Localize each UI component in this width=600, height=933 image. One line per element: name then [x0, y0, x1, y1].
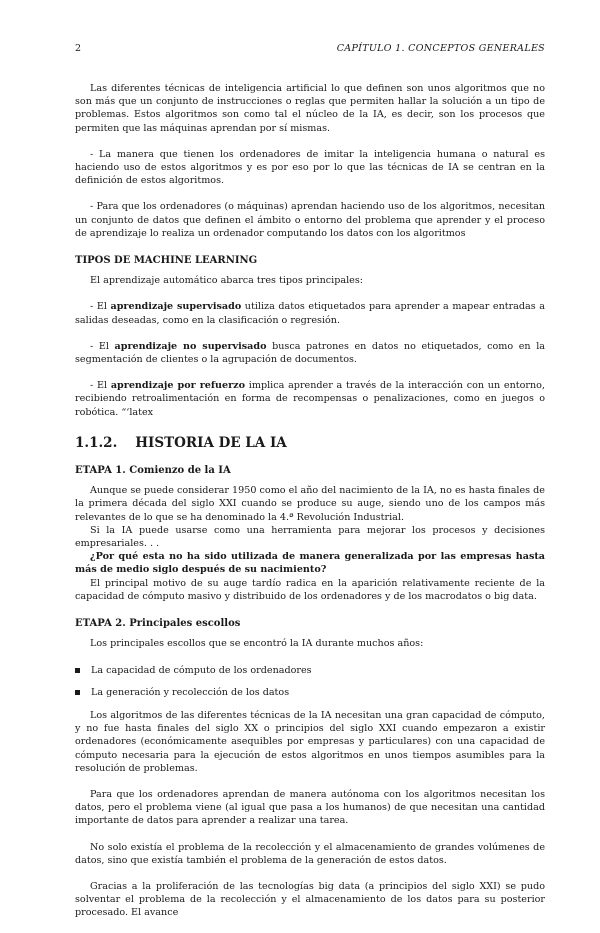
etapa1-paragraph-3: El principal motivo de su auge tardío radica en la aparición relativamente reciente de la capacidad de cómputo masivo y distribuido de los ordenadores y de los macrodatos o big data. — [75, 577, 545, 602]
etapa1-paragraph-2: Si la IA puede usarse como una herramienta para mejorar los procesos y decisiones empresariales. . . — [75, 524, 545, 550]
etapa2-paragraph-2: Para que los ordenadores aprendan de manera autónoma con los algoritmos necesitan los datos, pero el problema viene (al igual que pasa a los humanos) de que necesitan una cantidad importante de datos para aprender a realizar una tarea. — [75, 788, 545, 827]
body-text — [75, 82, 545, 933]
running-header — [75, 43, 545, 54]
section-heading-historia — [75, 434, 545, 451]
etapa2-paragraph-3: No solo existía el problema de la recolección y el almacenamiento de grandes volúmenes de datos, sino que existía también el problema de la generación de estos datos. — [75, 841, 545, 866]
etapa1-paragraph-1: Aunque se puede considerar 1950 como el año del nacimiento de la IA, no es hasta finales de la primera década del siglo XXI cuando se produce su auge, siendo uno de los campos más relevantes de lo que se ha denominado la 4.ª Revolución Industrial. — [75, 485, 545, 523]
chapter-title: CAPÍTULO 1. CONCEPTOS GENERALES — [336, 43, 545, 54]
section-title: HISTORIA DE LA IA — [135, 434, 287, 451]
tipos-heading: TIPOS DE MACHINE LEARNING — [75, 255, 258, 267]
unsupervised-term: aprendizaje no supervisado — [114, 340, 267, 352]
page-number: 2 — [75, 43, 82, 54]
etapa2-paragraph-4: Gracias a la proliferación de las tecnologías big data (a principios del siglo XXI) se pudo solventar el problema de la recolección y el almacenamiento de los datos para su posterior procesado. El avance — [75, 880, 545, 919]
supervised-prefix: - El — [90, 301, 111, 313]
unsupervised-prefix: - El — [90, 340, 115, 352]
reinforcement-prefix: - El — [90, 380, 111, 392]
etapa2-paragraph-1: Los algoritmos de las diferentes técnicas de la IA necesitan una gran capacidad de cómputo, y no fue hasta finales del siglo XX o principios del siglo XXI cuando empezaron a existir ordenadores (económicamente asequibles por empresas y particulares) con una capacidad de cómputo necesaria para la ejecución de estos algoritmos en unos tiempos asumibles para la resolución de problemas. — [75, 709, 545, 774]
etapa1-question: ¿Por qué esta no ha sido utilizada de manera generalizada por las empresas hasta más de medio siglo después de su nacimiento? — [75, 551, 545, 576]
supervised-paragraph — [75, 300, 545, 326]
reinforcement-paragraph — [75, 379, 545, 419]
supervised-term: aprendizaje supervisado — [110, 301, 242, 313]
etapa1-heading: ETAPA 1. Comienzo de la IA — [75, 465, 231, 477]
escollos-list — [75, 664, 545, 699]
reinforcement-term: aprendizaje por refuerzo — [110, 380, 246, 392]
unsupervised-paragraph — [75, 340, 545, 366]
reinforcement-text: implica aprender a través de la interacción con un entorno, recibiendo retroalimentación en forma de recompensas o penalizaciones, como en juegos o robótica. “‘latex — [75, 380, 545, 418]
etapa2-lead: Los principales escollos que se encontró la IA durante muchos años: — [90, 638, 424, 650]
intro-paragraph-1: Las diferentes técnicas de inteligencia artificial lo que definen son unos algoritmos que no son más que un conjunto de instrucciones o reglas que permiten hallar la solución a un tipo de problemas. Estos algoritmos son como tal el núcleo de la IA, es decir, son los procesos que permiten que las máquinas aprendan por sí mismas. — [75, 83, 545, 134]
intro-paragraph-3: - Para que los ordenadores (o máquinas) aprendan haciendo uso de los algoritmos, necesitan un conjunto de datos que definen el ámbito o entorno del problema que aprender y el proceso de aprendizaje lo realiza un ordenador computando los datos con los algoritmos — [75, 201, 545, 239]
intro-paragraph-2: - La manera que tienen los ordenadores de imitar la inteligencia humana o natural es haciendo uso de estos algoritmos y es por eso por lo que las técnicas de IA se centran en la definición de estos algoritmos. — [75, 148, 545, 187]
section-number: 1.1.2. — [75, 434, 118, 451]
tipos-lead: El aprendizaje automático abarca tres tipos principales: — [90, 275, 363, 287]
unsupervised-text: busca patrones en datos no etiquetados, como en la segmentación de clientes o la agrupación de documentos. — [75, 340, 545, 366]
etapa2-heading: ETAPA 2. Principales escollos — [75, 618, 241, 630]
list-item: La capacidad de cómputo de los ordenadores — [75, 664, 545, 677]
list-item: La generación y recolección de los datos — [75, 686, 545, 699]
supervised-text: utiliza datos etiquetados para aprender a mapear entradas a salidas deseadas, como en la clasificación o regresión. — [75, 301, 545, 326]
